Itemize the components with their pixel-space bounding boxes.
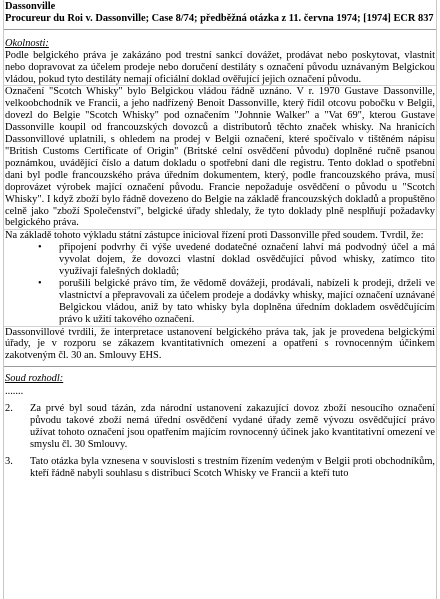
ruling-item-text: Za prvé byl soud tázán, zda národní ustanovení zakazující dovoz zboží nesoucího označení původu takové zboží nemá úřední osvědčení vydané úřady země vývozu osvědčující právo užívat tohoto označení jsou opatřením majícím rovnocenný účinek jako kvantitativní omezení ve smyslu čl. 30 Smlouvy. bbox=[30, 403, 435, 450]
ruling-item-number: 3. bbox=[5, 455, 13, 467]
ruling-item bbox=[4, 456, 436, 480]
facts-paragraph-3: Na základě tohoto výkladu státní zástupce inicioval řízení proti Dassonville před soudem. Tvrdil, že: bbox=[4, 229, 436, 242]
claim-item: • porušili belgické právo tím, že vědomě dovážeji, prodávali, nabízeli k prodeji, drželi ve vlastnictví a přepravovali za účelem prodeje a dodávky whisky, mající označení uznávané Belgickou vládou, aniž by tato whisky byla doplněna úředním dokladem osvědčujícím právo k užití takového označení. bbox=[4, 278, 436, 326]
omission-dots: ....... bbox=[5, 386, 24, 398]
ruling-list bbox=[4, 403, 436, 479]
ruling-item bbox=[4, 403, 436, 451]
claim-item: • připojení podvrhy či výše uvedené dodatečné označení lahví má podvodný účel a má vyvolat dojem, že dovozci vlastní doklad osvědčující původ whisky, zatímco tito využívají falešných dokladů; bbox=[4, 242, 436, 278]
section-divider bbox=[4, 366, 436, 367]
case-citation: Procureur du Roi v. Dassonville; Case 8/74; předběžná otázka z 11. června 1974; [1974] ECR 837 bbox=[5, 12, 434, 24]
facts-paragraph-1: Podle belgického práva je zakázáno pod trestní sankcí dovážet, prodávat nebo poskytovat, vlastnit nebo dopravovat za účelem prodeje nebo doručení destiláty s označení původu uznávaným Belgickou vládou, pokud tyto destiláty nemají oficiální doklad ověřující jejich označení původu. bbox=[5, 49, 435, 85]
claims-list bbox=[4, 242, 436, 325]
facts-paragraph-2: Označení "Scotch Whisky" bylo Belgickou vládou řádně uznáno. V r. 1970 Gustave Dassonville, velkoobchodník ve Francii, a jeho nadřízený Benoit Dassonville, který řídil otcovu pobočku v Belgii, dovezl do Belgie "Scotch Whisky" pod označením "Johnnie Walker" a "Vat 69", kterou Gustave Dassonville koupil od francouzských dovozců a distributorů těchto značek whisky. Na hranicích Dassonvillové uplatnili, s ohledem na prodej v Belgii označení, které spočívalo v tištěném nápisu "British Customs Certificate of Origin" (Britské celní osvědčení původu) doplněné ručně psanou poznámkou, uvádějící číslo a datum dokladu o spotřební dani dle registru. Tento doklad o spotřební dani byl podle francouzského práva úředním dokumentem, který, podle francouzského práva, musí doprovázet výrobek mající označení původu. Francie nepožaduje osvědčení o původu u "Scotch Whisky". I když zboží bylo řádně dovezeno do Belgie na základě francouzských dokladů a propuštěno celně jako "zboží Společenství", belgické úřady shledaly, že tyto doklady plně nesplňují požadavky belgického práva. bbox=[5, 86, 435, 229]
document-page bbox=[3, 0, 437, 599]
ruling-heading: Soud rozhodl: bbox=[5, 373, 64, 385]
facts-paragraph-4: Dassonvillové tvrdili, že interpretace ustanovení belgického práva tak, jak je provedena belgickými úřady, je v rozporu se zákazem kvantitativních omezení a opatření s rovnocenným účinkem zakotveným čl. 30 an. Smlouvy EHS. bbox=[5, 326, 435, 362]
ruling-item-text: Tato otázka byla vznesena v souvislosti s trestním řízením vedeným v Belgii proti obchodníkům, kteří řádně nabyli souhlasu s distribucí Scotch Whisky ve Francii a kteří tuto bbox=[30, 455, 435, 479]
case-name: Dassonville bbox=[5, 1, 56, 12]
facts-heading: Okolnosti: bbox=[5, 37, 49, 49]
ruling-item-number: 2. bbox=[5, 403, 13, 415]
case-header bbox=[4, 0, 436, 30]
